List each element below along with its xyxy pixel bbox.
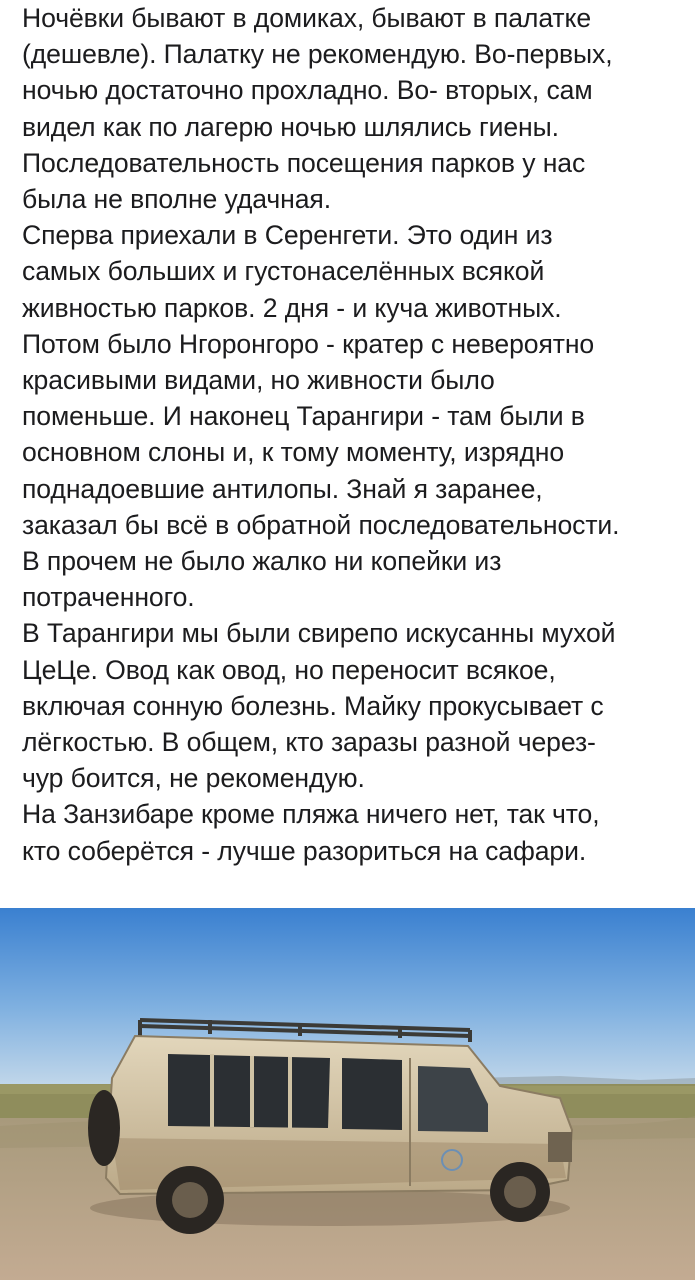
post-text-line: Сперва приехали в Серенгети. Это один из bbox=[22, 220, 553, 251]
post-text bbox=[22, 0, 690, 869]
safari-jeep-illustration bbox=[0, 908, 695, 1280]
post-text-line: красивыми видами, но живности было bbox=[22, 365, 495, 396]
post-text-line: поменьше. И наконец Тарангири - там были в bbox=[22, 401, 585, 432]
post-text-line: самых больших и густонаселённых всякой bbox=[22, 256, 545, 287]
post-text-line: (дешевле). Палатку не рекомендую. Во-первых, bbox=[22, 39, 613, 70]
post-text-line: Последовательность посещения парков у нас bbox=[22, 147, 586, 178]
jeep-window bbox=[342, 1058, 402, 1130]
rear-wheel bbox=[156, 1166, 224, 1234]
safari-jeep-photo[interactable] bbox=[0, 908, 695, 1280]
post-text-line: заказал бы всё в обратной последовательности. bbox=[22, 509, 620, 540]
post-text-line: ЦеЦе. Овод как овод, но переносит всякое, bbox=[22, 654, 556, 685]
post-text-line: включая сонную болезнь. Майку прокусывает с bbox=[22, 690, 604, 721]
post-text-line: кто соберётся - лучше разориться на сафари. bbox=[22, 835, 587, 866]
post-text-line: В прочем не было жалко ни копейки из bbox=[22, 546, 502, 577]
post-text-line: была не вполне удачная. bbox=[22, 184, 331, 215]
front-wheel bbox=[490, 1162, 550, 1222]
post-text-line: поднадоевшие антилопы. Знай я заранее, bbox=[22, 473, 543, 504]
post-text-line: Потом было Нгоронгоро - кратер с невероятно bbox=[22, 328, 595, 359]
post-text-line: потраченного. bbox=[22, 582, 195, 613]
post-text-line: основном слоны и, к тому моменту, изрядно bbox=[22, 437, 565, 468]
spare-tire bbox=[88, 1090, 120, 1166]
post-text-line: чур боится, не рекомендую. bbox=[22, 763, 365, 794]
post-text-line: живностью парков. 2 дня - и куча животных. bbox=[22, 292, 562, 323]
post-text-line: лёгкостью. В общем, кто заразы разной через- bbox=[22, 727, 596, 758]
post-text-line: В Тарангири мы были свирепо искусанны мухой bbox=[22, 618, 616, 649]
jeep-window bbox=[168, 1054, 330, 1128]
post-text-line: видел как по лагерю ночью шлялись гиены. bbox=[22, 111, 559, 142]
post-text-line: Ночёвки бывают в домиках, бывают в палатке bbox=[22, 3, 592, 33]
post-text-line: На Занзибаре кроме пляжа ничего нет, так что, bbox=[22, 799, 600, 830]
post-text-line: ночью достаточно прохладно. Во- вторых, сам bbox=[22, 75, 593, 106]
